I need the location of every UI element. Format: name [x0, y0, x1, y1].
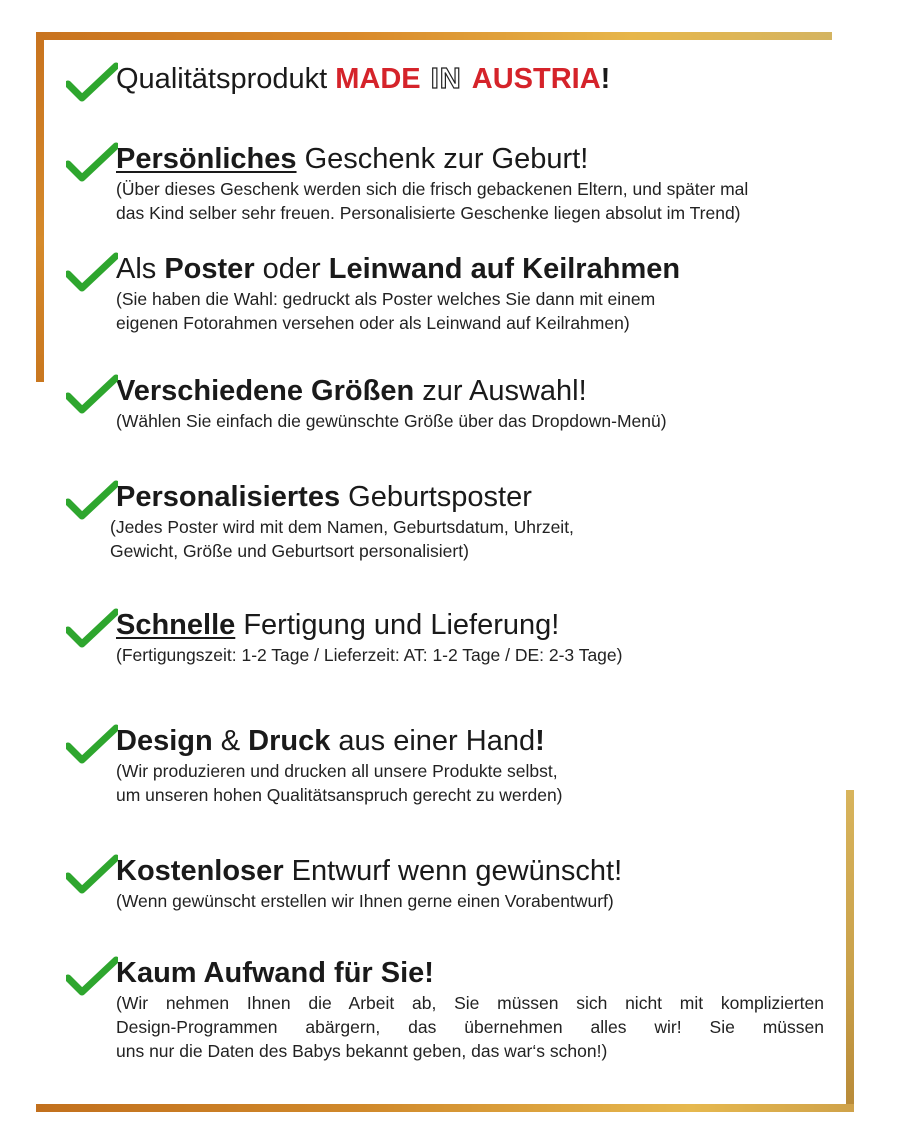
feature-title — [116, 62, 870, 96]
feature-description — [116, 409, 870, 433]
description-line: das Kind selber sehr freuen. Personalisierte Geschenke liegen absolut im Trend) — [116, 203, 741, 223]
feature-item-design-print — [66, 724, 870, 807]
description-line: (Wenn gewünscht erstellen wir Ihnen gerne einen Vorabentwurf) — [116, 891, 614, 911]
title-rest: zur Auswahl! — [414, 375, 587, 407]
exclamation: ! — [600, 63, 611, 95]
checkmark-icon — [66, 608, 118, 648]
feature-item-little-effort — [66, 956, 870, 1063]
frame-top-bar — [36, 32, 832, 40]
title-bold: Kaum Aufwand für Sie! — [116, 957, 434, 989]
feature-description — [116, 287, 870, 335]
checkmark-icon — [66, 854, 118, 894]
checkmark-icon — [66, 724, 118, 764]
checkmark-icon — [66, 62, 118, 102]
feature-item-personalized-poster — [66, 480, 870, 563]
checkmark-icon — [66, 956, 118, 996]
title-bold: Poster — [164, 253, 255, 285]
checkmark-icon — [66, 374, 118, 414]
title-rest: Geschenk zur Geburt! — [296, 143, 589, 175]
title-bold: Leinwand auf Keilrahmen — [328, 253, 681, 285]
title-bold: Schnelle — [116, 609, 236, 641]
feature-description — [116, 643, 870, 667]
description-line: (Über dieses Geschenk werden sich die frisch gebackenen Eltern, und später mal — [116, 179, 749, 199]
title-bold: Kostenloser — [116, 855, 284, 887]
feature-title — [116, 142, 870, 176]
title-text: aus einer Hand — [330, 725, 536, 757]
feature-item-made-in-austria — [66, 62, 870, 96]
feature-description — [110, 515, 870, 563]
made-label: MADE — [335, 63, 421, 95]
feature-description — [116, 759, 870, 807]
title-text: & — [212, 725, 249, 757]
frame-bottom-bar — [36, 1104, 854, 1112]
description-line: (Jedes Poster wird mit dem Namen, Geburtsdatum, Uhrzeit, — [110, 517, 574, 537]
description-line: (Wählen Sie einfach die gewünschte Größe über das Dropdown-Menü) — [116, 411, 667, 431]
feature-title — [116, 480, 870, 514]
description-line: uns nur die Daten des Babys bekannt geben, das war‘s schon!) — [116, 1041, 608, 1061]
title-bold: Verschiedene Größen — [116, 375, 415, 407]
title-bold: Druck — [248, 725, 331, 757]
description-line: Design-Programmen abärgern, das übernehmen alles wir! Sie müssen — [116, 1017, 824, 1037]
feature-item-personal-gift — [66, 142, 870, 225]
feature-description — [116, 889, 870, 913]
title-text: Als — [116, 253, 165, 285]
feature-item-fast-delivery — [66, 608, 870, 667]
description-line: (Fertigungszeit: 1-2 Tage / Lieferzeit: AT: 1-2 Tage / DE: 2-3 Tage) — [116, 645, 623, 665]
title-rest: Fertigung und Lieferung! — [235, 609, 560, 641]
austria-label: AUSTRIA — [471, 63, 601, 95]
feature-item-free-draft — [66, 854, 870, 913]
description-line: (Sie haben die Wahl: gedruckt als Poster welches Sie dann mit einem — [116, 289, 656, 309]
title-rest: Entwurf wenn gewünscht! — [283, 855, 623, 887]
description-line: um unseren hohen Qualitätsanspruch gerecht zu werden) — [116, 785, 563, 805]
description-line: (Wir nehmen Ihnen die Arbeit ab, Sie müssen sich nicht mit komplizierten — [116, 993, 824, 1013]
checkmark-icon — [66, 142, 118, 182]
description-line: Gewicht, Größe und Geburtsort personalisiert) — [110, 541, 469, 561]
title-bold: Personalisiertes — [116, 481, 341, 513]
feature-title — [116, 608, 870, 642]
title-text: Qualitätsprodukt — [116, 63, 328, 95]
feature-description — [116, 177, 870, 225]
checkmark-icon — [66, 252, 118, 292]
feature-title — [116, 956, 870, 990]
feature-item-sizes — [66, 374, 870, 433]
feature-item-poster-canvas — [66, 252, 870, 335]
feature-title — [116, 252, 870, 286]
feature-title — [116, 724, 870, 758]
exclamation: ! — [535, 725, 545, 757]
description-line: (Wir produzieren und drucken all unsere Produkte selbst, — [116, 761, 558, 781]
description-line: eigenen Fotorahmen versehen oder als Leinwand auf Keilrahmen) — [116, 313, 630, 333]
checkmark-icon — [66, 480, 118, 520]
title-text: oder — [254, 253, 329, 285]
in-label: IN — [430, 63, 462, 95]
feature-title — [116, 854, 870, 888]
title-bold: Design — [116, 725, 213, 757]
feature-description — [116, 991, 824, 1063]
feature-title — [116, 374, 870, 408]
title-rest: Geburtsposter — [340, 481, 532, 513]
frame-left-bar — [36, 32, 44, 382]
title-bold: Persönliches — [116, 143, 297, 175]
